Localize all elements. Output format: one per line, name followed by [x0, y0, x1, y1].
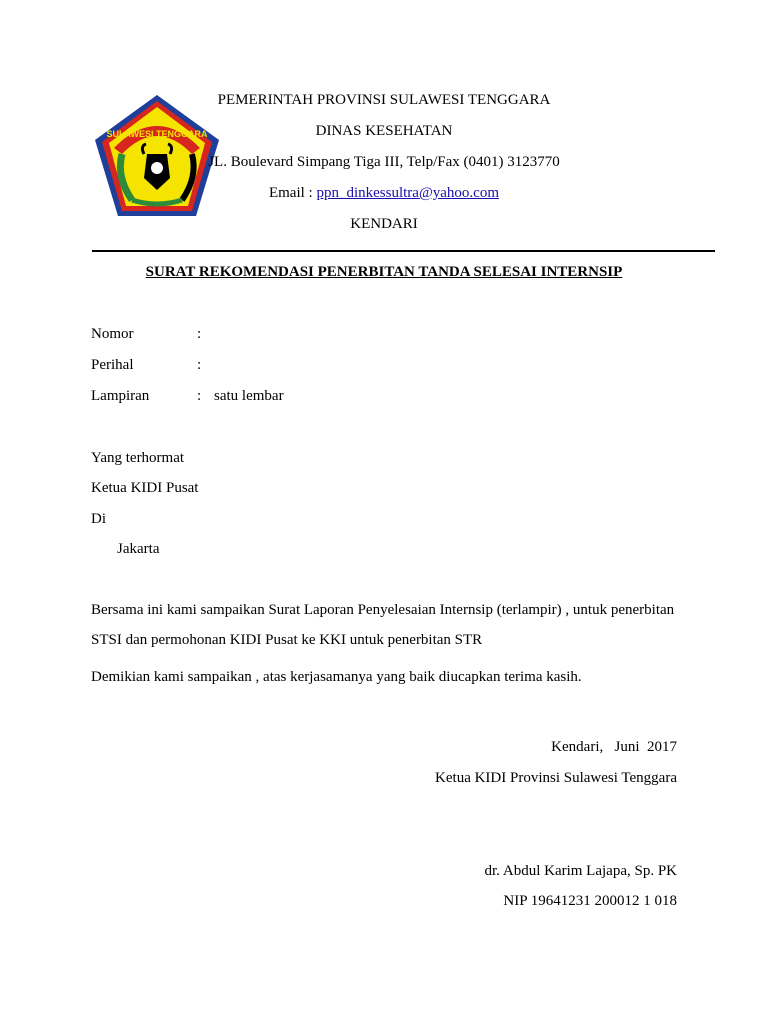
header-government: PEMERINTAH PROVINSI SULAWESI TENGGARA [217, 92, 551, 108]
header-divider [92, 250, 715, 252]
email-label: Email : [268, 185, 317, 201]
header-city: KENDARI [350, 216, 418, 232]
field-perihal-label: Perihal [91, 357, 134, 373]
field-lampiran-sep: : [197, 388, 202, 404]
signature-position: Ketua KIDI Provinsi Sulawesi Tenggara [435, 770, 677, 786]
svg-text:SULAWESI TENGGARA: SULAWESI TENGGARA [106, 129, 208, 139]
signature-nip: NIP 19641231 200012 1 018 [503, 893, 677, 909]
signature-name: dr. Abdul Karim Lajapa, Sp. PK [484, 863, 677, 879]
recipient-city: Jakarta [117, 541, 160, 557]
body-paragraph-1-line-1: Bersama ini kami sampaikan Surat Laporan Penyelesaian Internsip (terlampir) , untuk penerbitan [91, 602, 675, 618]
header-department: DINAS KESEHATAN [315, 123, 453, 139]
field-lampiran-label: Lampiran [91, 388, 150, 404]
signature-place-date: Kendari, Juni 2017 [551, 739, 677, 755]
header-email-line [0, 185, 768, 202]
field-nomor-sep: : [197, 326, 202, 342]
letter-title: SURAT REKOMENDASI PENERBITAN TANDA SELESAI INTERNSIP [145, 264, 623, 280]
field-perihal-sep: : [197, 357, 202, 373]
field-nomor-label: Nomor [91, 326, 134, 342]
recipient-di: Di [91, 511, 106, 527]
email-link[interactable]: ppn_dinkessultra@yahoo.com [316, 185, 500, 201]
header-address: JL. Boulevard Simpang Tiga III, Telp/Fax (0401) 3123770 [208, 154, 560, 170]
body-paragraph-1-line-2: STSI dan permohonan KIDI Pusat ke KKI untuk penerbitan STR [91, 632, 483, 648]
recipient-greeting: Yang terhormat [91, 450, 185, 466]
field-lampiran-value: satu lembar [214, 388, 284, 404]
body-paragraph-2: Demikian kami sampaikan , atas kerjasamanya yang baik diucapkan terima kasih. [91, 669, 582, 685]
recipient-name: Ketua KIDI Pusat [91, 480, 199, 496]
